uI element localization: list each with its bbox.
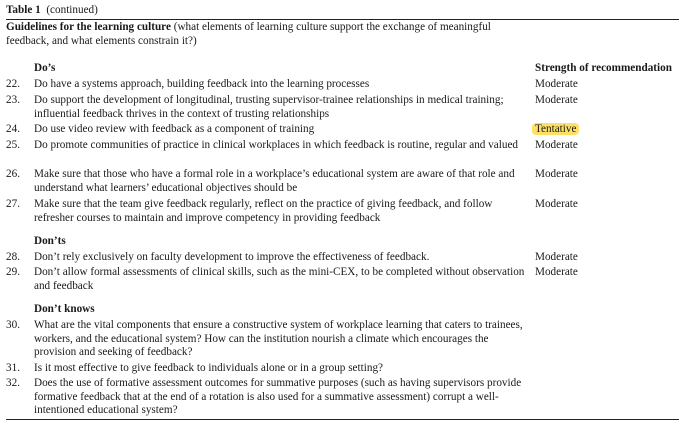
top-rule bbox=[6, 19, 679, 20]
table-caption bbox=[6, 4, 98, 18]
row-text: Don’t allow formal assessments of clinical skills, such as the mini-CEX, to be completed without observation and feedback bbox=[34, 266, 525, 292]
row-text: Do support the development of longitudinal, trusting supervisor-trainee relationships in medical training; influential feedback thrives in the context of trusting relationships bbox=[34, 94, 504, 120]
section-dont-knows: Don’t knows bbox=[34, 303, 95, 315]
row-strength: Moderate bbox=[535, 78, 578, 90]
row-number: 23. bbox=[6, 94, 20, 106]
row-number: 26. bbox=[6, 168, 20, 180]
row-number: 29. bbox=[6, 266, 20, 278]
column-header-strength: Strength of recommendation bbox=[535, 62, 672, 74]
row-number: 24. bbox=[6, 123, 20, 135]
row-text: Is it most effective to give feedback to individuals alone or in a group setting? bbox=[34, 362, 383, 374]
row-strength: Moderate bbox=[535, 266, 578, 278]
row-strength: Moderate bbox=[535, 198, 578, 210]
row-text: Does the use of formative assessment outcomes for summative purposes (such as having supervisors provide formative feedback that at the end of a rotation is also used for a summative assessment) corrupt a well-intentioned educational system? bbox=[34, 377, 522, 417]
row-number: 30. bbox=[6, 319, 20, 331]
row-number: 28. bbox=[6, 251, 20, 263]
table-continued: (continued) bbox=[46, 4, 98, 16]
row-strength-highlighted: Tentative bbox=[532, 123, 579, 135]
row-strength: Moderate bbox=[535, 94, 578, 106]
row-text: What are the vital components that ensure a constructive system of workplace learning that caters to trainees, workers, and the educational system? How can the institution nourish a climate which encourages the provision and seeking of feedback? bbox=[34, 319, 523, 359]
row-text: Make sure that the team give feedback regularly, reflect on the practice of giving feedback, and follow refresher courses to maintain and improve competency in providing feedback bbox=[34, 198, 493, 224]
row-number: 22. bbox=[6, 78, 20, 90]
row-text: Do use video review with feedback as a component of training bbox=[34, 123, 315, 135]
row-number: 32. bbox=[6, 377, 20, 389]
row-strength: Moderate bbox=[535, 168, 578, 180]
row-text: Do promote communities of practice in clinical workplaces in which feedback is routine, regular and valued bbox=[34, 139, 519, 151]
row-number: 27. bbox=[6, 198, 20, 210]
section-donts: Don’ts bbox=[34, 235, 66, 247]
section-dos: Do’s bbox=[34, 62, 56, 74]
row-text: Make sure that those who have a formal role in a workplace’s educational system are aware of that role and understand what learners’ educational objectives should be bbox=[34, 168, 515, 194]
bottom-rule bbox=[6, 419, 679, 420]
row-text: Do have a systems approach, building feedback into the learning processes bbox=[34, 78, 370, 90]
heading-rest: (what elements of learning culture support the exchange of meaningful feedback, and what elements constrain it?) bbox=[6, 21, 491, 47]
table-heading bbox=[6, 21, 526, 48]
heading-bold: Guidelines for the learning culture bbox=[6, 21, 171, 33]
table-label: Table 1 bbox=[6, 4, 41, 16]
row-number: 25. bbox=[6, 139, 20, 151]
row-strength: Moderate bbox=[535, 251, 578, 263]
row-text: Don’t rely exclusively on faculty development to improve the effectiveness of feedback. bbox=[34, 251, 430, 263]
row-strength: Moderate bbox=[535, 139, 578, 151]
row-number: 31. bbox=[6, 362, 20, 374]
